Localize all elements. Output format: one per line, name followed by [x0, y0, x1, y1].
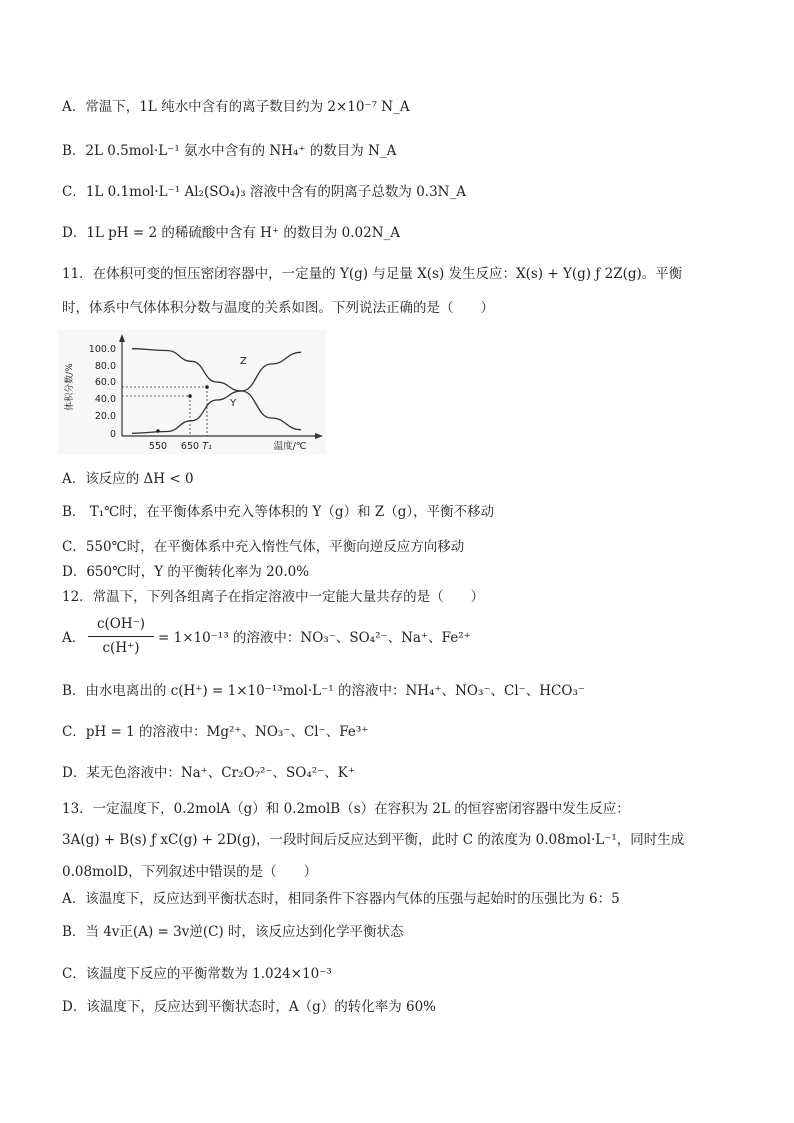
x-axis-title: 温度/℃	[273, 441, 307, 452]
y-tick-label: 40.0	[94, 394, 116, 405]
x-tick-label: 550	[148, 441, 168, 452]
q11-stem-line1: 11．在体积可变的恒压密闭容器中，一定量的 Y(g) 与足量 X(s) 发生反应：X(s) + Y(g) ƒ 2Z(g)。平衡	[62, 266, 683, 282]
q12-frac-numerator: c(OH⁻)	[96, 616, 146, 632]
q13-option-b: B．当 4v正(A) = 3v逆(C) 时，该反应达到化学平衡状态	[62, 924, 404, 940]
point-650	[188, 394, 192, 398]
y-tick-label: 20.0	[94, 411, 116, 422]
y-tick-label: 60.0	[94, 377, 116, 388]
q13-stem-line1: 13．一定温度下，0.2molA（g）和 0.2molB（s）在容积为 2L 的恒容密闭容器中发生反应：	[62, 801, 630, 817]
q12-stem: 12．常温下，下列各组离子在指定溶液中一定能大量共存的是（ ）	[62, 589, 485, 605]
q11-stem-line2: 时，体系中气体体积分数与温度的关系如图。下列说法正确的是（ ）	[62, 300, 494, 316]
q13-stem-line3: 0.08molD，下列叙述中错误的是（ ）	[62, 864, 318, 880]
q11-chart-svg	[58, 330, 326, 454]
q10-option-d: D．1L pH = 2 的稀硫酸中含有 H⁺ 的数目为 0.02N_A	[62, 225, 401, 241]
q11-option-b: B． T₁℃时，在平衡体系中充入等体积的 Y（g）和 Z（g），平衡不移动	[62, 504, 495, 520]
q12-option-a-rest: = 1×10⁻¹³ 的溶液中：NO₃⁻、SO₄²⁻、Na⁺、Fe²⁺	[158, 630, 471, 646]
x-tick-label: T₁	[202, 441, 212, 452]
q11-option-a: A．该反应的 ΔH < 0	[62, 471, 194, 487]
y-tick-label: 100.0	[88, 344, 116, 355]
q10-option-c: C．1L 0.1mol·L⁻¹ Al₂(SO₄)₃ 溶液中含有的阴离子总数为 0.3N_A	[62, 184, 466, 200]
point-550	[156, 429, 160, 433]
q13-option-c: C．该温度下反应的平衡常数为 1.024×10⁻³	[62, 966, 332, 982]
q13-option-d: D．该温度下，反应达到平衡状态时，A（g）的转化率为 60%	[62, 999, 437, 1015]
q10-option-a: A．常温下，1L 纯水中含有的离子数目约为 2×10⁻⁷ N_A	[62, 99, 410, 115]
q11-option-c: C．550℃时，在平衡体系中充入惰性气体，平衡向逆反应方向移动	[62, 539, 465, 555]
x-tick-label: 650	[180, 441, 200, 452]
y-axis-title: 体积分数/%	[65, 363, 75, 411]
q12-option-d: D．某无色溶液中：Na⁺、Cr₂O₇²⁻、SO₄²⁻、K⁺	[62, 765, 355, 781]
series-label-y: Y	[230, 398, 237, 409]
fraction-bar	[88, 636, 154, 637]
q12-option-a-prefix: A．	[62, 630, 86, 646]
point-t1	[205, 385, 209, 389]
series-z-line	[132, 352, 301, 433]
q11-option-d: D．650℃时，Y 的平衡转化率为 20.0%	[62, 564, 310, 580]
x-axis-arrow-icon	[315, 433, 323, 439]
y-axis-arrow-icon	[119, 334, 125, 342]
q12-option-c: C．pH = 1 的溶液中：Mg²⁺、NO₃⁻、Cl⁻、Fe³⁺	[62, 724, 369, 740]
q12-frac-denominator: c(H⁺)	[102, 640, 140, 656]
q13-option-a: A．该温度下，反应达到平衡状态时，相同条件下容器内气体的压强与起始时的压强比为 6：5	[62, 891, 620, 907]
q12-option-b: B．由水电离出的 c(H⁺) = 1×10⁻¹³mol·L⁻¹ 的溶液中：NH₄⁺、NO₃⁻、Cl⁻、HCO₃⁻	[62, 683, 585, 699]
series-y-line	[132, 349, 301, 430]
q13-stem-line2: 3A(g) + B(s) ƒ xC(g) + 2D(g)，一段时间后反应达到平衡，此时 C 的浓度为 0.08mol·L⁻¹，同时生成	[62, 832, 685, 848]
y-tick-label: 0	[109, 429, 116, 440]
y-tick-label: 80.0	[94, 361, 116, 372]
q10-option-b: B．2L 0.5mol·L⁻¹ 氨水中含有的 NH₄⁺ 的数目为 N_A	[62, 143, 397, 159]
q11-chart	[58, 330, 326, 454]
series-label-z: Z	[240, 356, 247, 367]
